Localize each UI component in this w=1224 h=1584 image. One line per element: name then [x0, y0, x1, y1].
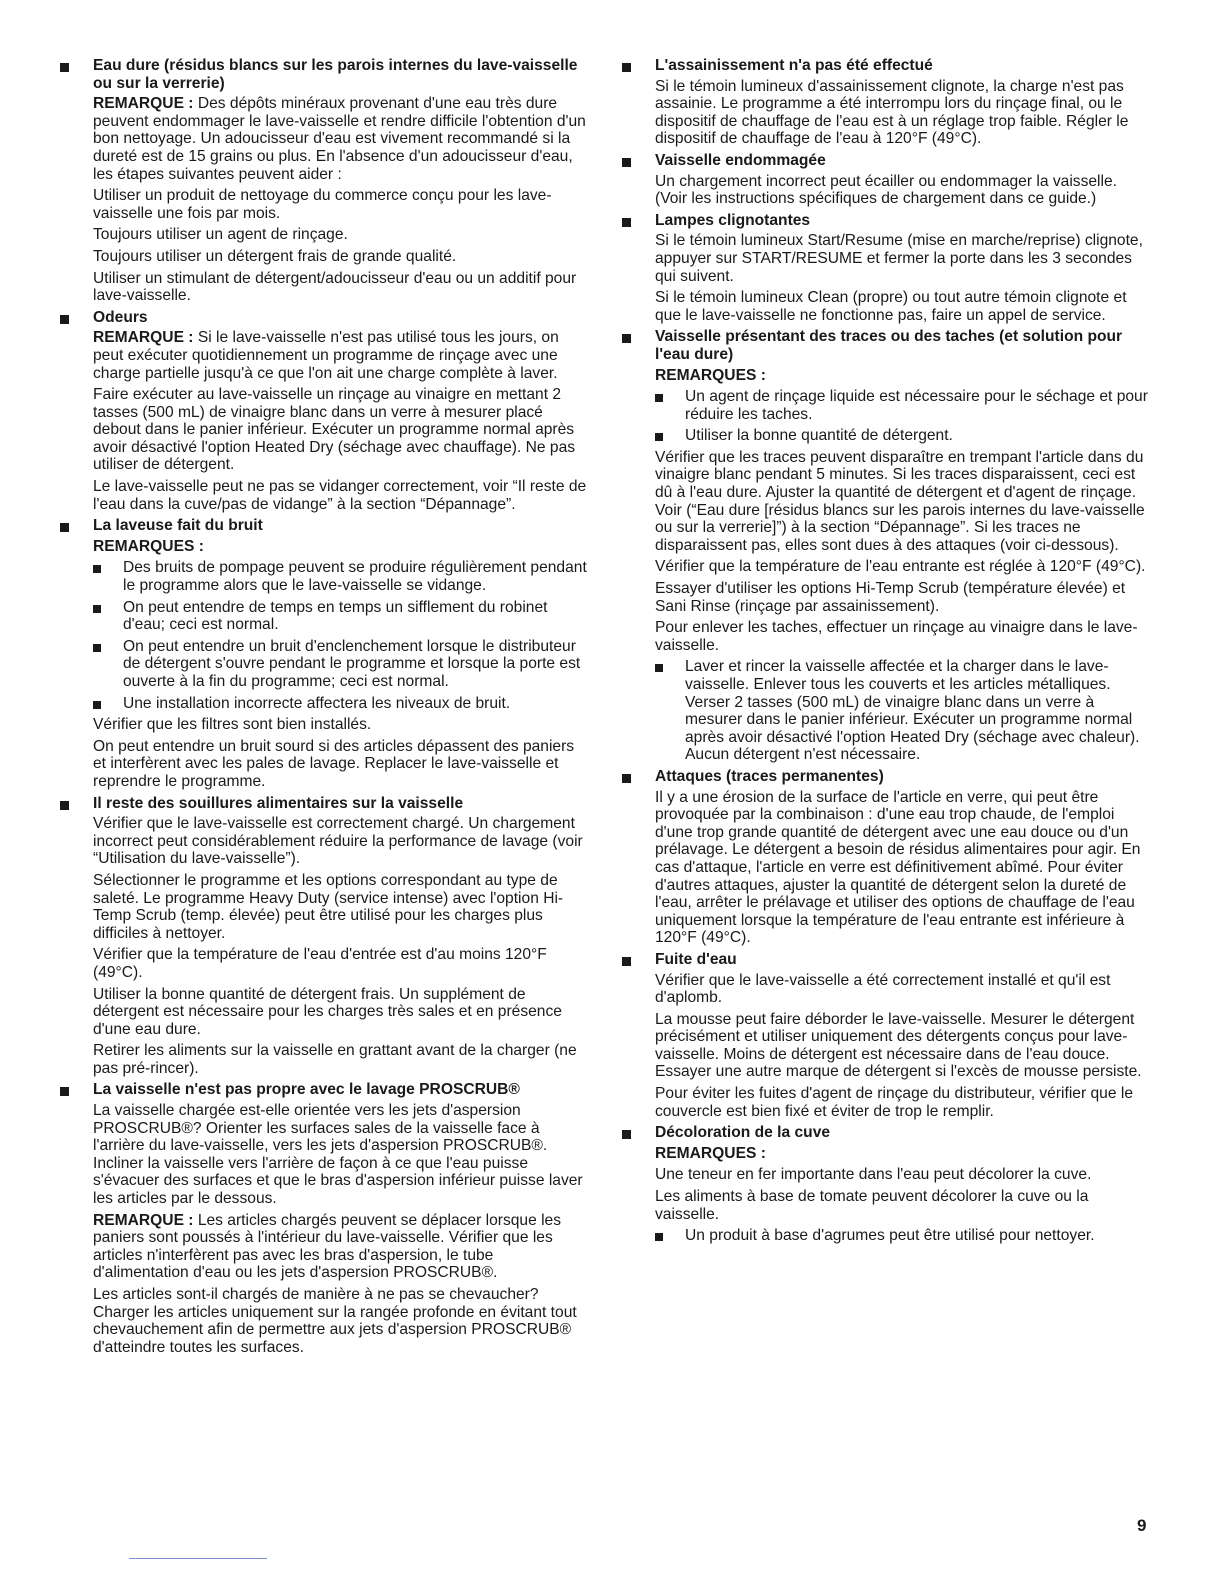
remarks-label: REMARQUES :	[655, 366, 766, 384]
bullet-square-icon	[93, 701, 101, 709]
bullet-square-icon	[60, 315, 69, 324]
remark-label: REMARQUE :	[93, 95, 194, 113]
sub-bullet-text: Un produit à base d'agrumes peut être utilisé pour nettoyer.	[685, 1227, 1095, 1245]
right-column	[622, 57, 1152, 1249]
paragraph: Faire exécuter au lave-vaisselle un rinçage au vinaigre en mettant 2 tasses (500 mL) de vinaigre blanc dans un verre à mesurer placé debout dans le panier inférieur. Exécuter un programme normal après avoir désactivé l'option Heated Dry (séchage avec chauffage). Ne pas utiliser de détergent.	[93, 386, 576, 474]
section-sanitization	[622, 57, 1152, 148]
paragraph: On peut entendre un bruit sourd si des articles dépassent des paniers et interfèrent avec les pales de lavage. Replacer le lave-vaisselle et reprendre le programme.	[93, 737, 575, 790]
section-tub-discoloration	[622, 1124, 1152, 1245]
section-etching	[622, 768, 1152, 947]
paragraph: Les aliments à base de tomate peuvent décolorer la cuve ou la vaisselle.	[655, 1188, 1089, 1223]
section-flashing-lights	[622, 212, 1152, 325]
paragraph: Toujours utiliser un détergent frais de grande qualité.	[93, 247, 457, 265]
sub-bullet-text: Un agent de rinçage liquide est nécessaire pour le séchage et pour réduire les taches.	[685, 388, 1148, 423]
bullet-square-icon	[60, 63, 69, 72]
paragraph: Pour enlever les taches, effectuer un rinçage au vinaigre dans le lave-vaisselle.	[655, 619, 1138, 654]
bullet-square-icon	[93, 565, 101, 573]
section-odors	[60, 309, 590, 514]
paragraph: Vérifier que les filtres sont bien installés.	[93, 716, 372, 734]
paragraph: Toujours utiliser un agent de rinçage.	[93, 226, 348, 244]
sub-bullet-text: Utiliser la bonne quantité de détergent.	[685, 427, 953, 445]
paragraph: Les articles sont-il chargés de manière à ne pas se chevaucher? Charger les articles uniquement sur la rangée profonde en évitant tout chevauchement afin de permettre aux jets d'aspersion PROSCRUB® d'atteindre toutes les surfaces.	[93, 1286, 577, 1356]
paragraph: La mousse peut faire déborder le lave-vaisselle. Mesurer le détergent précisément et utiliser uniquement des détergents conçus pour lave-vaisselle. Moins de détergent est nécessaire dans de l'eau douce. Essayer une autre marque de détergent si l'excès de mousse persiste.	[655, 1010, 1142, 1081]
bullet-square-icon	[655, 1233, 663, 1241]
section-title: La vaisselle n'est pas propre avec le lavage PROSCRUB®	[93, 1081, 520, 1099]
section-damaged-dishes	[622, 152, 1152, 208]
bullet-square-icon	[655, 664, 663, 672]
bullet-square-icon	[622, 334, 631, 343]
sub-bullet	[93, 559, 590, 594]
bullet-square-icon	[622, 218, 631, 227]
bullet-square-icon	[60, 801, 69, 810]
paragraph: Pour éviter les fuites d'agent de rinçage du distributeur, vérifier que le couvercle est bien fixé et éviter de trop le remplir.	[655, 1085, 1133, 1120]
bullet-square-icon	[622, 158, 631, 167]
paragraph: Un chargement incorrect peut écailler ou endommager la vaisselle. (Voir les instructions spécifiques de chargement dans ce guide.)	[655, 172, 1117, 208]
sub-bullet	[93, 695, 590, 713]
section-title: La laveuse fait du bruit	[93, 517, 263, 535]
paragraph: Si le témoin lumineux Clean (propre) ou tout autre témoin clignote et que le lave-vaisselle ne fonctionne pas, faire un appel de service.	[655, 289, 1127, 324]
section-title: Il reste des souillures alimentaires sur la vaisselle	[93, 794, 464, 812]
section-title: Attaques (traces permanentes)	[655, 767, 884, 785]
paragraph: Retirer les aliments sur la vaisselle en grattant avant de la charger (ne pas pré-rincer).	[93, 1042, 577, 1077]
sub-bullet	[655, 388, 1152, 423]
bullet-square-icon	[655, 394, 663, 402]
page-number: 9	[1137, 1516, 1147, 1535]
section-title: L'assainissement n'a pas été effectué	[655, 57, 933, 74]
section-food-soil	[60, 795, 590, 1078]
sub-bullet-text: On peut entendre un bruit d'enclenchement lorsque le distributeur de détergent s'ouvre pendant le programme et lorsque la porte est ouverte à la fin du programme; ceci est normal.	[123, 637, 581, 690]
paragraph: Le lave-vaisselle peut ne pas se vidanger correctement, voir “Il reste de l'eau dans la cuve/pas de vidange” à la section “Dépannage”.	[93, 478, 587, 513]
left-column	[60, 57, 590, 1360]
section-title: Décoloration de la cuve	[655, 1124, 831, 1142]
remark-paragraph	[93, 95, 590, 183]
paragraph: Vérifier que la température de l'eau d'entrée est d'au moins 120°F (49°C).	[93, 946, 547, 981]
sub-bullet	[93, 638, 590, 691]
sub-bullet-text: Des bruits de pompage peuvent se produire régulièrement pendant le programme alors que le lave-vaisselle se vidange.	[123, 559, 587, 595]
section-title: Fuite d'eau	[655, 950, 737, 968]
section-title: Eau dure (résidus blancs sur les parois internes du lave-vaisselle ou sur la verrerie)	[93, 57, 578, 92]
bullet-square-icon	[622, 774, 631, 783]
paragraph: Utiliser un stimulant de détergent/adoucisseur d'eau ou un additif pour lave-vaisselle.	[93, 269, 577, 305]
paragraph: Utiliser un produit de nettoyage du commerce conçu pour les lave-vaisselle une fois par mois.	[93, 187, 552, 222]
footer-rule	[129, 1558, 267, 1559]
paragraph: Sélectionner le programme et les options correspondant au type de saleté. Le programme Heavy Duty (service intense) avec l'option Hi-Temp Scrub (temp. élevée) peut être utilisé pour les charges plus difficiles à nettoyer.	[93, 871, 564, 942]
bullet-square-icon	[60, 523, 69, 532]
remarks-label: REMARQUES :	[655, 1144, 766, 1162]
section-title: Odeurs	[93, 308, 148, 326]
bullet-square-icon	[655, 433, 663, 441]
paragraph: Essayer d'utiliser les options Hi-Temp Scrub (température élevée) et Sani Rinse (rinçage par assainissement).	[655, 580, 1126, 615]
paragraph: Vérifier que le lave-vaisselle a été correctement installé et qu'il est d'aplomb.	[655, 971, 1111, 1007]
remark-text: Des dépôts minéraux provenant d'une eau très dure peuvent endommager le lave-vaisselle et rendre difficile l'obtention d'un bon nettoyage. Un adoucisseur d'eau est vivement recommandé si la dureté est de 15 grains ou plus. En l'absence d'un adoucisseur d'eau, les étapes suivantes peuvent aider :	[93, 95, 586, 183]
section-title: Vaisselle présentant des traces ou des taches (et solution pour l'eau dure)	[655, 328, 1123, 363]
section-water-leak	[622, 951, 1152, 1120]
paragraph: Vérifier que le lave-vaisselle est correctement chargé. Un chargement incorrect peut considérablement réduire la performance de lavage (voir “Utilisation du lave-vaisselle”).	[93, 815, 583, 868]
sub-bullet-text: Une installation incorrecte affectera les niveaux de bruit.	[123, 694, 511, 712]
paragraph: Utiliser la bonne quantité de détergent frais. Un supplément de détergent est nécessaire pour les charges très sales et en présence d'une eau dure.	[93, 985, 562, 1038]
remark-paragraph	[93, 329, 590, 382]
remarks-label: REMARQUES :	[93, 537, 204, 555]
bullet-square-icon	[622, 1130, 631, 1139]
section-proscrub	[60, 1081, 590, 1356]
sub-bullet-text: On peut entendre de temps en temps un sifflement du robinet d'eau; ceci est normal.	[123, 598, 548, 634]
paragraph: Il y a une érosion de la surface de l'article en verre, qui peut être provoquée par la combinaison : d'une eau trop chaude, de l'emploi d'une trop grande quantité de détergent avec une eau douce ou d'un prélavage. Le détergent a besoin de résidus alimentaires pour agir. En cas d'attaque, l'article en verre est définitivement abîmé. Pour éviter d'autres attaques, ajuster la quantité de détergent selon la dureté de l'eau, arrêter le prélavage et utiliser des options de chauffage de l'eau uniquement lorsque la température de l'eau entrante est inférieure à 120°F (49°C).	[655, 788, 1141, 947]
remark-label: REMARQUE :	[93, 329, 194, 347]
sub-bullet	[655, 427, 1152, 445]
sub-bullet	[93, 599, 590, 634]
paragraph: La vaisselle chargée est-elle orientée vers les jets d'aspersion PROSCRUB®? Orienter les surfaces sales de la vaisselle face à l'arrière du lave-vaisselle, vers les jets d'aspersion PROSCRUB®. Incliner la vaisselle vers l'arrière de façon à ce que l'eau puisse s'évacuer des surfaces et que le bras d'aspersion inférieur puisse laver les articles par le dessous.	[93, 1102, 583, 1208]
paragraph: Vérifier que les traces peuvent disparaître en trempant l'article dans du vinaigre blanc pendant 5 minutes. Si les traces disparaissent, ceci est dû à l'eau dure. Ajuster la quantité de détergent et d'agent de rinçage. Voir (“Eau dure [résidus blancs sur les parois internes du lave-vaisselle ou sur la verrerie]”) à la section “Dépannage”. Si les traces ne disparaissent pas, elles sont dues à des attaques (voir ci-dessous).	[655, 448, 1145, 554]
bullet-square-icon	[622, 957, 631, 966]
section-title: Vaisselle endommagée	[655, 151, 826, 169]
section-noise	[60, 517, 590, 790]
section-title: Lampes clignotantes	[655, 211, 811, 229]
paragraph: Si le témoin lumineux Start/Resume (mise en marche/reprise) clignote, appuyer sur START/RESUME et fermer la porte dans les 3 secondes qui suivent.	[655, 232, 1143, 285]
section-hard-water	[60, 57, 590, 305]
paragraph: Une teneur en fer importante dans l'eau peut décolorer la cuve.	[655, 1166, 1092, 1184]
remark-text: Les articles chargés peuvent se déplacer lorsque les paniers sont poussés à l'intérieur du lave-vaisselle. Vérifier que les articles n'interfèrent pas avec les bras d'aspersion, le tube d'alimentation d'eau ou les jets d'aspersion PROSCRUB®.	[93, 1211, 562, 1282]
bullet-square-icon	[93, 605, 101, 613]
section-spots-stains	[622, 328, 1152, 764]
bullet-square-icon	[93, 644, 101, 652]
remark-paragraph	[93, 1212, 590, 1282]
sub-bullet	[655, 658, 1152, 764]
sub-bullet-text: Laver et rincer la vaisselle affectée et la charger dans le lave-vaisselle. Enlever tous les couverts et les articles métalliques. Verser 2 tasses (500 mL) de vinaigre blanc dans un verre à mesurer dans le panier inférieur. Exécuter un programme normal après avoir désactivé l'option Heated Dry (séchage avec chaleur). Aucun détergent n'est nécessaire.	[685, 658, 1140, 764]
paragraph: Vérifier que la température de l'eau entrante est réglée à 120°F (49°C).	[655, 558, 1146, 576]
bullet-square-icon	[622, 63, 631, 72]
sub-bullet	[655, 1227, 1152, 1245]
remark-label: REMARQUE :	[93, 1211, 194, 1229]
remark-text: Si le lave-vaisselle n'est pas utilisé tous les jours, on peut exécuter quotidiennement un programme de rinçage avec une charge partielle jusqu'à ce que l'on ait une charge complète à laver.	[93, 329, 559, 382]
paragraph: Si le témoin lumineux d'assainissement clignote, la charge n'est pas assainie. Le programme a été interrompu lors du rinçage final, ou le dispositif de chauffage de l'eau est à un réglage trop faible. Régler le dispositif de chauffage de l'eau à 120°F (49°C).	[655, 77, 1129, 148]
bullet-square-icon	[60, 1087, 69, 1096]
